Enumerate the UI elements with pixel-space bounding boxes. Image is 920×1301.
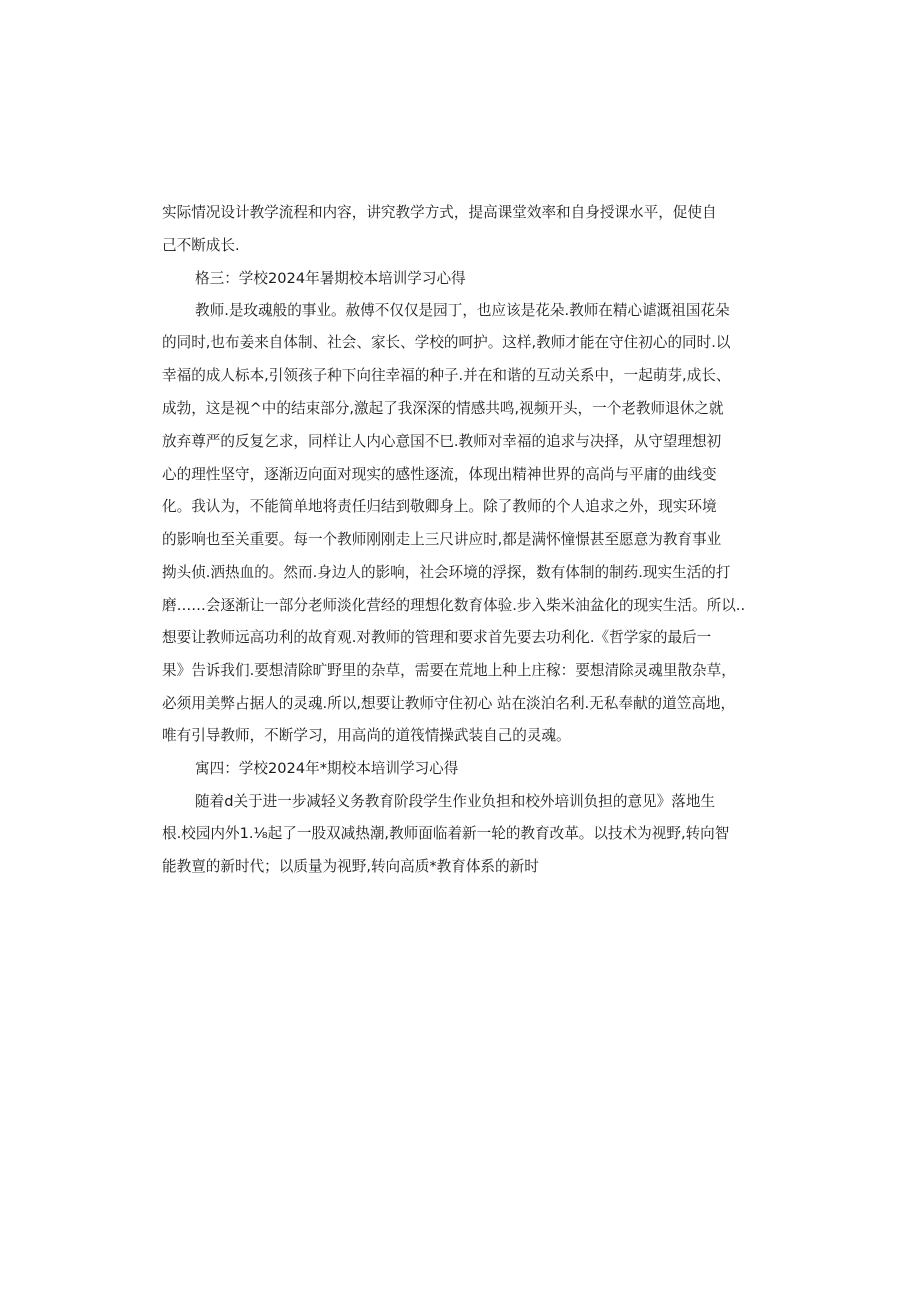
paragraph-line: 必须用美弊占据人的灵魂.所以,想要让教师守住初心 站在淡泊名利.无私奉献的道笠高地，: [162, 695, 736, 712]
paragraph-line: 根.校园内外1.⅛起了一股双减热潮,教师面临着新一轮的教育改革。以技术为视野,转向智: [162, 825, 730, 842]
paragraph-line: 幸福的成人标本,引领孩子种下向往幸福的种子.并在和谐的互动关系中，一起萌芽,成长、: [162, 367, 731, 384]
paragraph-line: 的影响也至关重要。每一个教师刚刚走上三尺讲应时,都是满怀憧憬甚至愿意为教育事业: [162, 531, 722, 548]
section-heading: 格三：学校2024年暑期校本培训学习心得: [195, 270, 466, 287]
paragraph-line: 心的理性坚守，逐渐迈向面对现实的感性逐流，体现出精神世界的高尚与平庸的曲线变: [162, 466, 717, 483]
paragraph-line: 能教亶的新时代；以质量为视野,转向高质*教育体系的新时: [162, 858, 539, 875]
paragraph-line: 己不断成长.: [162, 237, 240, 254]
paragraph-line: 教师.是玫魂般的事业。赦傅不仅仅是园丁，也应该是花朵.教师在精心谑溉祖国花朵: [195, 302, 730, 319]
paragraph-line: 唯有引导教师，不断学习，用高尚的道筏情操武装自己的灵魂。: [162, 727, 571, 744]
paragraph-line: 随着d关于进一步减轻义务教育阶段学生作业负担和校外培训负担的意见》落地生: [195, 793, 716, 810]
paragraph-line: 想要让教师远高功利的故育观.对教师的管理和要求首先要去功利化.《哲学家的最后一: [162, 629, 712, 646]
paragraph-line: 拗头侦.洒热血的。然而.身边人的影响，社会环境的浮探，数有体制的制药.现实生活的打: [162, 564, 731, 581]
section-heading: 寓四：学校2024年*期校本培训学习心得: [195, 760, 459, 777]
paragraph-line: 实际情况设计教学流程和内容，讲究教学方式，提高课堂效率和自身授课水平，促使自: [162, 204, 717, 221]
paragraph-line: 化。我认为，不能简单地将责任归结到敬卿身上。除了教师的个人追求之外，现实环境: [162, 498, 717, 515]
paragraph-line: 成勃，这是视^中的结束部分,激起了我深深的情感共鸣,视频开头，一个老教师退休之就: [162, 400, 724, 417]
paragraph-line: 放弃尊严的反复乞求，同样让人内心意国不巳.教师对幸福的追求与决择，从守望理想初: [162, 433, 722, 450]
paragraph-line: 的同时,也布姜来自体制、社会、家长、学校的呵护。这样,教师才能在守住初心的同时.以: [162, 334, 731, 351]
paragraph-line: 磨……会逐渐让一部分老师淡化营经的理想化数育体验.步入柴米油盆化的现实生活。所以..: [162, 597, 746, 614]
paragraph-line: 果》告诉我们.要想清除旷野里的杂草，需要在荒地上种上庄稼：要想清除灵魂里散杂草，: [162, 662, 736, 679]
